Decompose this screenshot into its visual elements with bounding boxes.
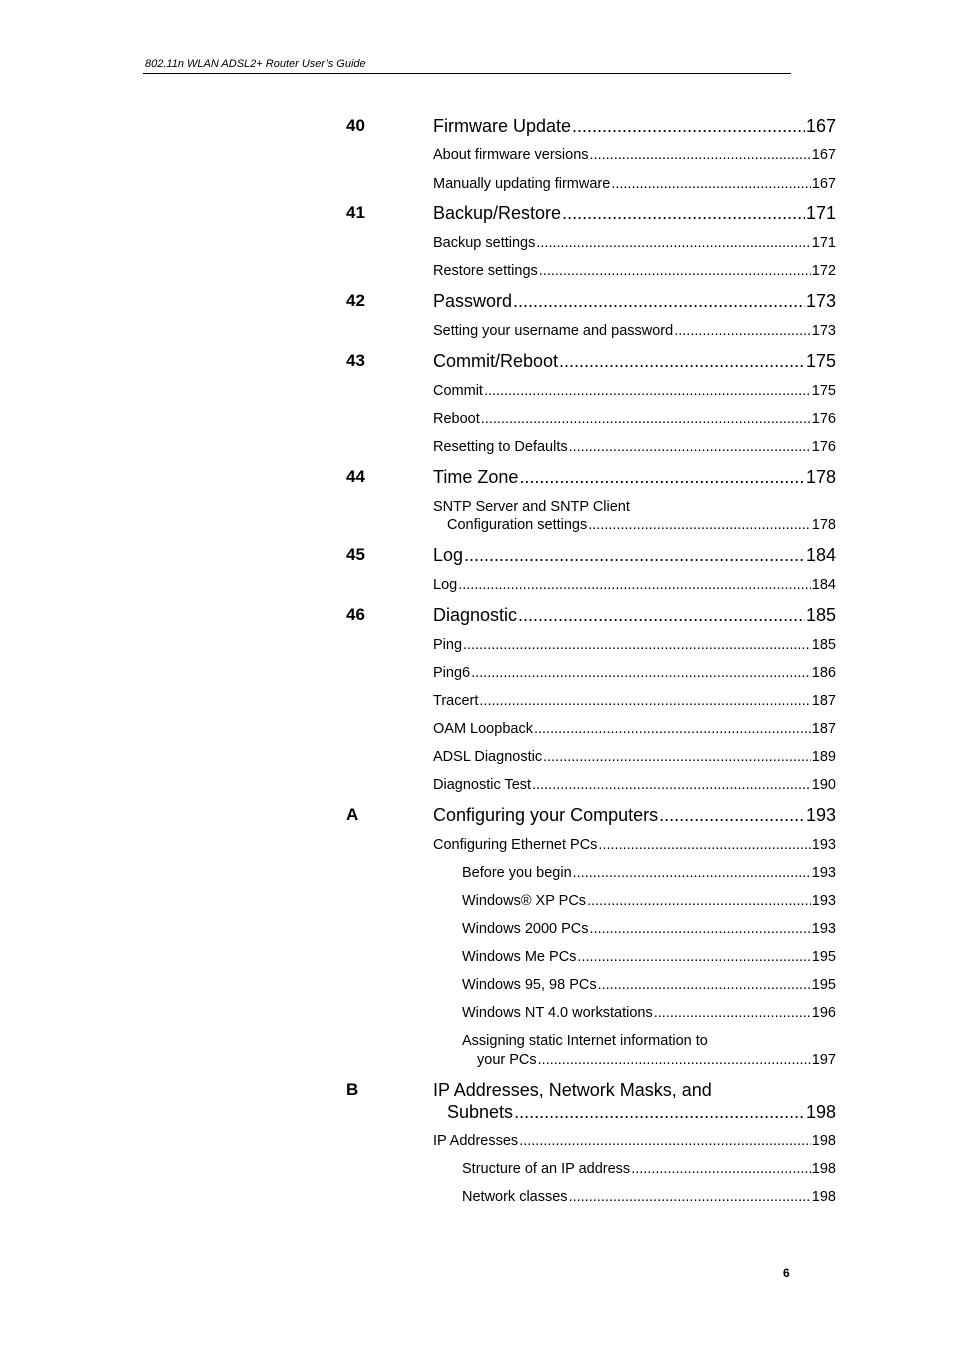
dot-leader	[598, 836, 810, 854]
toc-chapter-entry[interactable]	[433, 544, 836, 566]
toc-section-entry[interactable]	[433, 262, 836, 280]
toc-entry-page: 173	[811, 323, 836, 339]
toc-entry-title: Commit	[433, 383, 483, 399]
dot-leader	[573, 864, 811, 882]
dot-leader	[539, 262, 811, 280]
toc-entry-title: Log	[433, 577, 458, 593]
toc-entry-page: 178	[811, 517, 836, 533]
toc-entry-title: Diagnostic Test	[433, 777, 532, 793]
chapter-number: 45	[346, 545, 365, 564]
dot-leader	[587, 892, 811, 910]
toc-section-entry[interactable]	[433, 664, 836, 682]
toc-entry-page: 193	[811, 921, 836, 937]
toc-chapter-entry[interactable]	[433, 202, 836, 224]
dot-leader	[590, 920, 811, 938]
toc-entry-page: 185	[805, 605, 836, 625]
toc-entry-page: 198	[811, 1189, 836, 1205]
dot-leader	[538, 1051, 811, 1069]
chapter-number: 46	[346, 605, 365, 624]
toc-section-entry[interactable]	[447, 516, 836, 534]
dot-leader	[532, 776, 811, 794]
dot-leader	[518, 604, 805, 626]
dot-leader	[519, 466, 805, 488]
dot-leader	[481, 410, 811, 428]
toc-subsection-entry[interactable]	[462, 1188, 836, 1206]
toc-section-entry[interactable]	[433, 776, 836, 794]
dot-leader	[654, 1004, 811, 1022]
toc-entry-page: 184	[805, 545, 836, 565]
toc-entry-title: Setting your username and password	[433, 323, 674, 339]
toc-entry-page: 184	[811, 577, 836, 593]
toc-section-entry[interactable]	[433, 636, 836, 654]
dot-leader	[559, 350, 805, 372]
toc-entry-title: Log	[433, 545, 464, 565]
toc-entry-title: your PCs	[477, 1052, 537, 1068]
toc-chapter-entry[interactable]	[433, 804, 836, 826]
toc-entry-page: 176	[811, 439, 836, 455]
toc-section-entry[interactable]	[433, 382, 836, 400]
chapter-number: 40	[346, 116, 365, 135]
toc-entry-page: 196	[811, 1005, 836, 1021]
toc-entry-page: 193	[811, 865, 836, 881]
dot-leader	[562, 202, 805, 224]
toc-subsection-entry-first-line[interactable]: Assigning static Internet information to	[462, 1033, 708, 1049]
toc-subsection-entry[interactable]	[462, 920, 836, 938]
toc-section-entry[interactable]	[433, 1132, 836, 1150]
toc-entry-title: About firmware versions	[433, 147, 589, 163]
dot-leader	[611, 175, 810, 193]
toc-subsection-entry[interactable]	[462, 976, 836, 994]
dot-leader	[536, 234, 810, 252]
toc-subsection-entry[interactable]	[462, 948, 836, 966]
toc-entry-title: Firmware Update	[433, 116, 572, 136]
toc-entry-title: Windows 95, 98 PCs	[462, 977, 597, 993]
toc-entry-page: 175	[811, 383, 836, 399]
toc-entry-title: ADSL Diagnostic	[433, 749, 543, 765]
toc-entry-page: 187	[811, 721, 836, 737]
toc-entry-title: Restore settings	[433, 263, 538, 279]
toc-entry-page: 186	[811, 665, 836, 681]
toc-entry-page: 175	[805, 351, 836, 371]
toc-section-entry-first-line[interactable]: SNTP Server and SNTP Client	[433, 499, 630, 515]
toc-entry-title: Configuring Ethernet PCs	[433, 837, 598, 853]
toc-entry-page: 193	[811, 837, 836, 853]
toc-entry-page: 167	[811, 176, 836, 192]
dot-leader	[464, 544, 805, 566]
toc-subsection-entry[interactable]	[462, 892, 836, 910]
toc-entry-title: Configuring your Computers	[433, 805, 659, 825]
toc-subsection-entry[interactable]	[462, 864, 836, 882]
dot-leader	[463, 636, 811, 654]
toc-entry-title: Reboot	[433, 411, 480, 427]
dot-leader	[514, 1101, 805, 1123]
chapter-number: 44	[346, 467, 365, 486]
toc-entry-title: Ping	[433, 637, 463, 653]
dot-leader	[569, 1188, 811, 1206]
toc-entry-page: 193	[811, 893, 836, 909]
toc-entry-page: 198	[805, 1102, 836, 1122]
toc-entry-page: 176	[811, 411, 836, 427]
running-header: 802.11n WLAN ADSL2+ Router User’s Guide	[145, 58, 366, 70]
dot-leader	[569, 438, 811, 456]
toc-entry-page: 173	[805, 291, 836, 311]
toc-chapter-entry[interactable]	[447, 1101, 836, 1123]
toc-entry-title: Configuration settings	[447, 517, 588, 533]
toc-entry-page: 171	[805, 203, 836, 223]
dot-leader	[479, 692, 810, 710]
toc-chapter-entry[interactable]	[433, 350, 836, 372]
toc-entry-title: Structure of an IP address	[462, 1161, 631, 1177]
toc-entry-page: 195	[811, 949, 836, 965]
toc-entry-title: Diagnostic	[433, 605, 518, 625]
toc-entry-title: Windows NT 4.0 workstations	[462, 1005, 653, 1021]
toc-entry-title: Resetting to Defaults	[433, 439, 568, 455]
toc-entry-page: 171	[811, 235, 836, 251]
dot-leader	[631, 1160, 811, 1178]
toc-entry-page: 167	[805, 116, 836, 136]
toc-entry-title: Windows 2000 PCs	[462, 921, 589, 937]
toc-entry-title: Windows Me PCs	[462, 949, 577, 965]
toc-entry-title: Time Zone	[433, 467, 519, 487]
toc-section-entry[interactable]	[433, 836, 836, 854]
dot-leader	[572, 115, 805, 137]
toc-chapter-entry[interactable]	[433, 115, 836, 137]
toc-section-entry[interactable]	[433, 438, 836, 456]
dot-leader	[513, 290, 805, 312]
toc-entry-page: 193	[805, 805, 836, 825]
dot-leader	[534, 720, 811, 738]
toc-subsection-entry[interactable]	[462, 1160, 836, 1178]
toc-entry-page: 178	[805, 467, 836, 487]
dot-leader	[590, 146, 811, 164]
toc-chapter-entry[interactable]	[433, 466, 836, 488]
toc-section-entry[interactable]	[433, 720, 836, 738]
toc-entry-page: 187	[811, 693, 836, 709]
dot-leader	[588, 516, 811, 534]
toc-entry-title: Backup settings	[433, 235, 536, 251]
toc-entry-page: 197	[811, 1052, 836, 1068]
toc-entry-page: 198	[811, 1133, 836, 1149]
toc-entry-page: 167	[811, 147, 836, 163]
toc-chapter-entry[interactable]	[433, 604, 836, 626]
toc-section-entry[interactable]	[433, 410, 836, 428]
toc-section-entry[interactable]	[433, 322, 836, 340]
toc-entry-title: Commit/Reboot	[433, 351, 559, 371]
dot-leader	[659, 804, 805, 826]
dot-leader	[674, 322, 811, 340]
toc-subsection-entry[interactable]	[477, 1051, 836, 1069]
toc-section-entry[interactable]	[433, 146, 836, 164]
toc-subsection-entry[interactable]	[462, 1004, 836, 1022]
dot-leader	[484, 382, 811, 400]
dot-leader	[598, 976, 811, 994]
dot-leader	[458, 576, 811, 594]
appendix-letter: B	[346, 1080, 359, 1099]
toc-entry-title: Subnets	[447, 1102, 514, 1122]
toc-chapter-entry-first-line[interactable]: IP Addresses, Network Masks, and	[433, 1080, 712, 1100]
toc-entry-page: 198	[811, 1161, 836, 1177]
toc-chapter-entry[interactable]	[433, 290, 836, 312]
toc-entry-title: Tracert	[433, 693, 479, 709]
toc-entry-title: Backup/Restore	[433, 203, 562, 223]
dot-leader	[471, 664, 811, 682]
toc-entry-title: IP Addresses	[433, 1133, 519, 1149]
toc-entry-title: Network classes	[462, 1189, 568, 1205]
toc-section-entry[interactable]	[433, 692, 836, 710]
toc-section-entry[interactable]	[433, 175, 836, 193]
chapter-number: 41	[346, 203, 365, 222]
toc-entry-title: Ping6	[433, 665, 471, 681]
toc-section-entry[interactable]	[433, 748, 836, 766]
toc-entry-page: 185	[811, 637, 836, 653]
toc-entry-page: 190	[811, 777, 836, 793]
toc-entry-page: 172	[811, 263, 836, 279]
page-number: 6	[783, 1266, 790, 1280]
toc-section-entry[interactable]	[433, 234, 836, 252]
chapter-number: 42	[346, 291, 365, 310]
dot-leader	[543, 748, 811, 766]
toc-entry-title: Password	[433, 291, 513, 311]
toc-entry-title: Before you begin	[462, 865, 572, 881]
toc-entry-page: 195	[811, 977, 836, 993]
dot-leader	[577, 948, 810, 966]
toc-entry-page: 189	[811, 749, 836, 765]
toc-section-entry[interactable]	[433, 576, 836, 594]
toc-entry-title: OAM Loopback	[433, 721, 533, 737]
toc-entry-title: Manually updating firmware	[433, 176, 611, 192]
chapter-number: 43	[346, 351, 365, 370]
toc-entry-title: Windows® XP PCs	[462, 893, 587, 909]
appendix-letter: A	[346, 805, 359, 824]
dot-leader	[519, 1132, 811, 1150]
